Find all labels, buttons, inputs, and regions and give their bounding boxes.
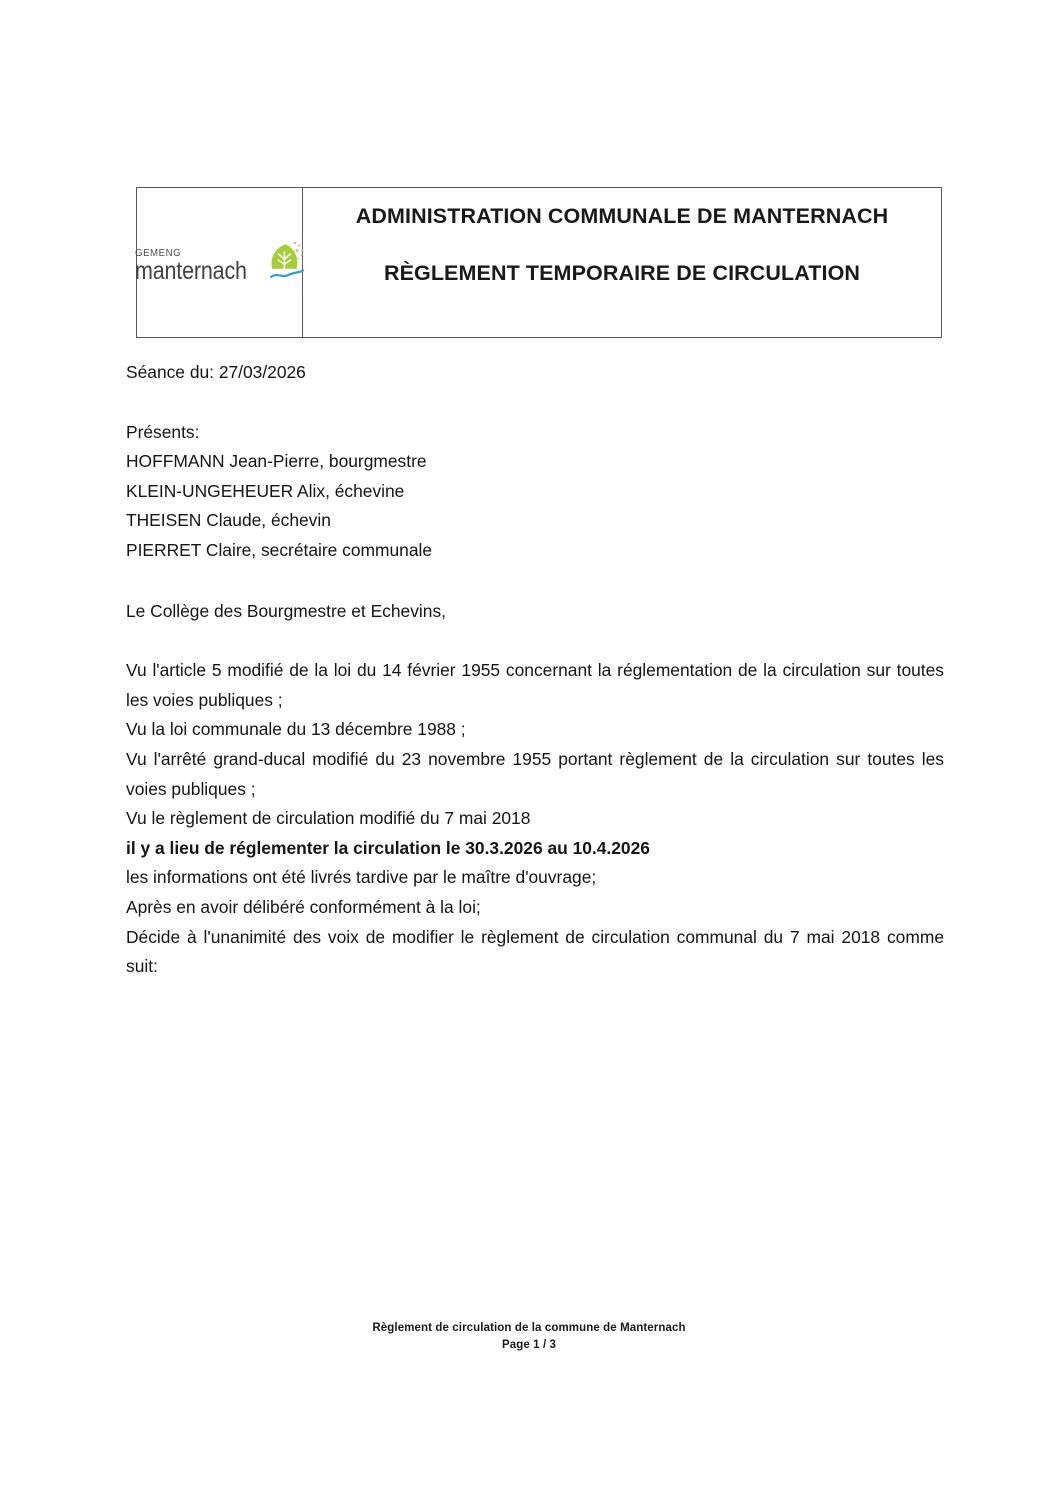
- administration-title: ADMINISTRATION COMMUNALE DE MANTERNACH: [355, 204, 889, 228]
- header-table: [136, 187, 942, 338]
- attendee-row: THEISEN Claude, échevin: [126, 510, 331, 531]
- post-statement-line: les informations ont été livrés tardive par le maître d'ouvrage;: [126, 867, 597, 888]
- consideration-line: Vu la loi communale du 13 décembre 1988 ;: [126, 719, 466, 740]
- footer-title: Règlement de circulation de la commune de Manternach: [372, 1322, 686, 1334]
- header-title-cell: [303, 188, 941, 337]
- logo-wordmark: [135, 248, 265, 285]
- consideration-line: Vu l'arrêté grand-ducal modifié du 23 novembre 1955 portant règlement de la circulation sur toutes les voies publiques ;: [126, 748, 944, 799]
- logo-municipality-name: manternach: [134, 257, 247, 285]
- header-logo-cell: [134, 188, 303, 337]
- attendee-row: HOFFMANN Jean-Pierre, bourgmestre: [126, 451, 427, 472]
- regulation-title: RÈGLEMENT TEMPORAIRE DE CIRCULATION: [383, 260, 861, 285]
- spacer: [126, 388, 944, 418]
- attendees-label: Présents:: [126, 421, 200, 442]
- attendee-row: KLEIN-UNGEHEUER Alix, échevine: [126, 480, 405, 501]
- consideration-line: Vu l'article 5 modifié de la loi du 14 février 1955 concernant la réglementation de la circulation sur toutes les voies publiques ;: [126, 660, 944, 710]
- page-footer: [0, 1320, 1058, 1353]
- leaf-and-river-icon: [268, 239, 306, 285]
- regulation-period-statement: il y a lieu de réglementer la circulation le 30.3.2026 au 10.4.2026: [126, 837, 650, 858]
- attendee-row: PIERRET Claire, secrétaire communale: [126, 539, 433, 560]
- post-statement-line: Après en avoir délibéré conformément à la loi;: [126, 896, 481, 917]
- consideration-line: Vu le règlement de circulation modifié du 7 mai 2018: [126, 808, 531, 829]
- spacer: [126, 566, 944, 597]
- college-line: Le Collège des Bourgmestre et Echevins,: [126, 600, 446, 621]
- logo-gemeng-label: GEMENG: [134, 246, 182, 259]
- municipality-logo: [135, 239, 306, 284]
- session-date-line: Séance du: 27/03/2026: [126, 362, 306, 382]
- footer-page-number: Page 1 / 3: [501, 1338, 557, 1351]
- spacer: [126, 626, 944, 656]
- document-body: [126, 358, 944, 982]
- decision-line: Décide à l'unanimité des voix de modifier le règlement de circulation communal du 7 mai 2018 comme suit:: [126, 926, 944, 977]
